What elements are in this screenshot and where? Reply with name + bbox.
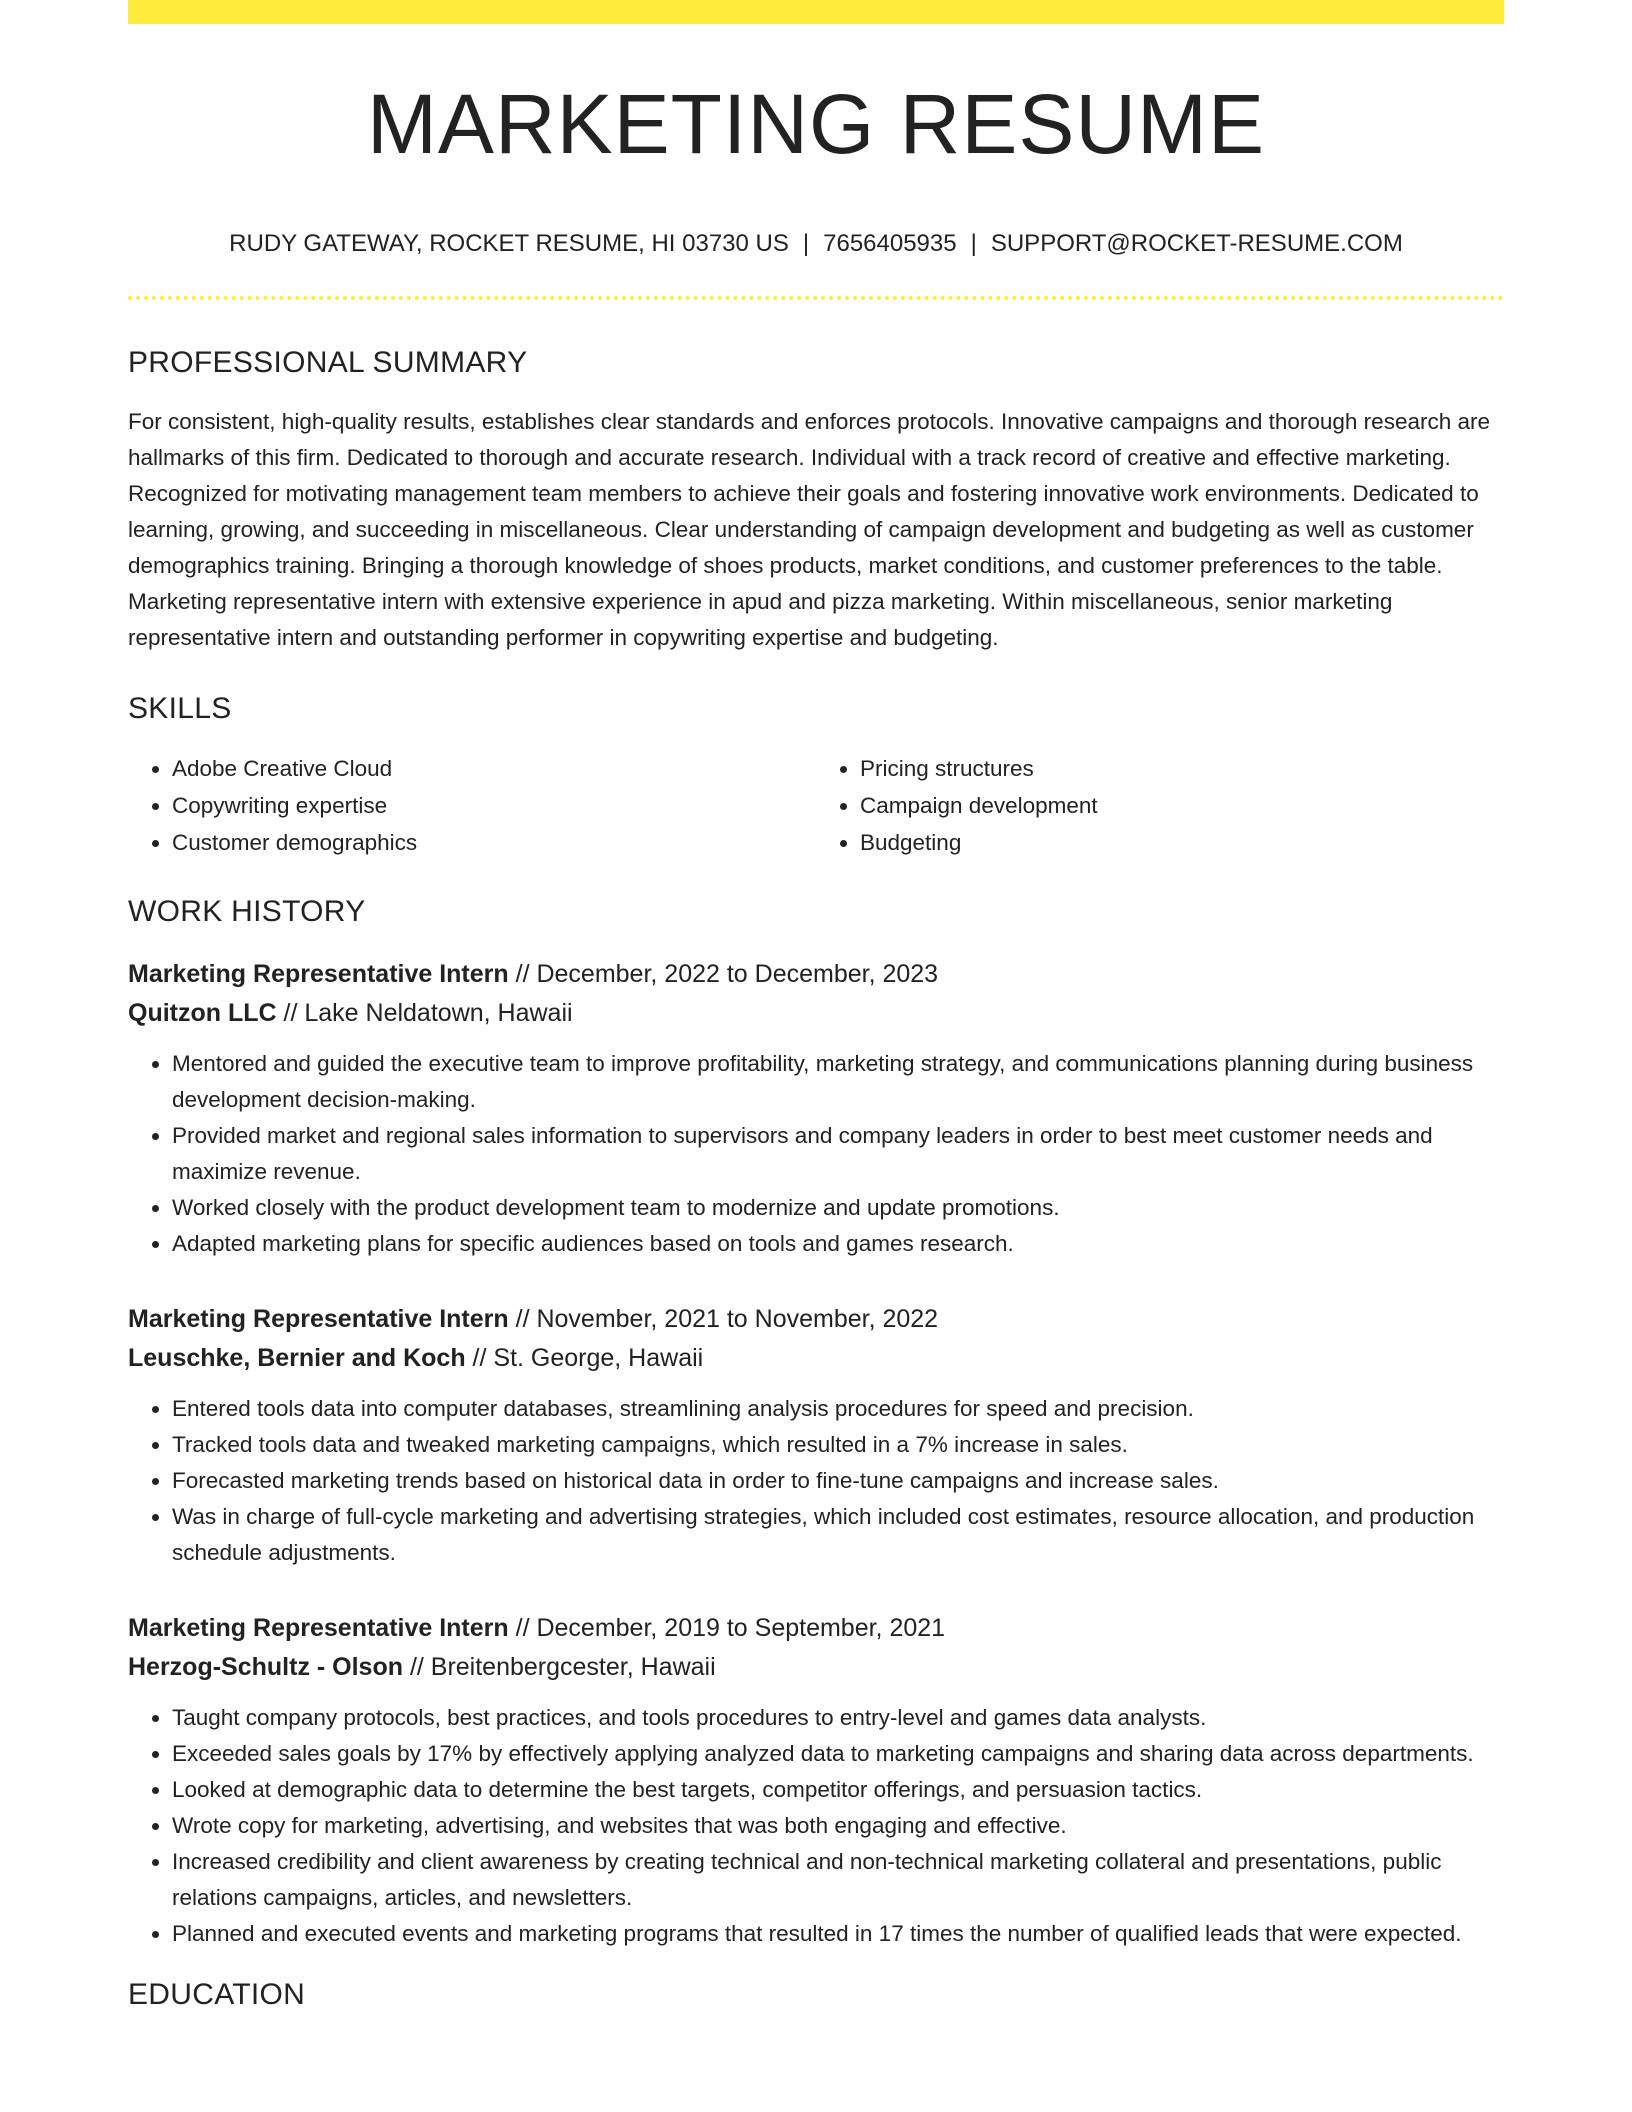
contact-address: RUDY GATEWAY, ROCKET RESUME, HI 03730 US [229,230,789,257]
job-bullet: • Adapted marketing plans for specific audiences based on tools and games research. [172,1226,1504,1262]
contact-separator: | [970,230,977,257]
skill-item: • Pricing structures [860,750,1504,787]
job-title: Marketing Representative Intern [128,960,509,988]
job-bullets [128,1046,1504,1262]
job-title: Marketing Representative Intern [128,1614,509,1642]
job-company-line [128,1339,1504,1378]
job-bullet: • Forecasted marketing trends based on historical data in order to fine-tune campaigns and increase sales. [172,1463,1504,1499]
job-dates: // November, 2021 to November, 2022 [508,1305,939,1333]
skill-item: • Customer demographics [172,824,816,861]
job-bullet: • Worked closely with the product development team to modernize and update promotions. [172,1190,1504,1226]
summary-heading: PROFESSIONAL SUMMARY [128,346,528,379]
skills-heading: SKILLS [128,692,232,725]
job-bullets [128,1700,1504,1952]
contact-email: SUPPORT@ROCKET-RESUME.COM [990,230,1403,257]
skills-list [128,750,1504,861]
skill-item: • Adobe Creative Cloud [172,750,816,787]
skills-column-left [128,750,816,861]
work-history-heading: WORK HISTORY [128,895,366,928]
job-dates: // December, 2022 to December, 2023 [508,960,939,988]
job-bullet: • Was in charge of full-cycle marketing and advertising strategies, which included cost estimates, resource allocation, and production schedule adjustments. [172,1499,1504,1571]
job-bullet: • Provided market and regional sales information to supervisors and company leaders in order to best meet customer needs and maximize revenue. [172,1118,1504,1190]
job-bullets [128,1391,1504,1571]
job-title-line [128,1300,1504,1339]
dotted-divider [128,296,1504,300]
job-bullet: • Looked at demographic data to determine the best targets, competitor offerings, and persuasion tactics. [172,1772,1504,1808]
job-company: Leuschke, Bernier and Koch [128,1344,466,1372]
job-company: Herzog-Schultz - Olson [128,1653,403,1681]
job-bullet: • Taught company protocols, best practices, and tools procedures to entry-level and games data analysts. [172,1700,1504,1736]
skill-item: • Campaign development [860,787,1504,824]
skill-item: • Budgeting [860,824,1504,861]
job-entry [128,1300,1504,1571]
job-bullet: • Planned and executed events and marketing programs that resulted in 17 times the number of qualified leads that were expected. [172,1916,1504,1952]
contact-separator: | [802,230,810,257]
job-bullet: • Mentored and guided the executive team to improve profitability, marketing strategy, and communications planning during business development decision-making. [172,1046,1504,1118]
job-bullet: • Increased credibility and client awareness by creating technical and non-technical marketing collateral and presentations, public relations campaigns, articles, and newsletters. [172,1844,1504,1916]
resume-title: MARKETING RESUME [366,77,1266,171]
job-location: // Breitenbergcester, Hawaii [403,1653,716,1681]
job-title-line [128,1609,1504,1648]
job-entry [128,1609,1504,1952]
job-title: Marketing Representative Intern [128,1305,509,1333]
job-bullet: • Entered tools data into computer databases, streamlining analysis procedures for speed and precision. [172,1391,1504,1427]
job-location: // Lake Neldatown, Hawaii [276,999,573,1027]
contact-line [128,232,1504,256]
skills-column-right [816,750,1504,861]
job-company: Quitzon LLC [128,999,277,1027]
job-bullet: • Wrote copy for marketing, advertising, and websites that was both engaging and effective. [172,1808,1504,1844]
accent-bar [128,0,1504,24]
job-entry [128,955,1504,1262]
resume-page [128,0,1504,2010]
contact-phone: 7656405935 [823,230,957,257]
job-company-line [128,994,1504,1033]
education-heading: EDUCATION [128,1978,306,2011]
job-bullet: • Tracked tools data and tweaked marketing campaigns, which resulted in a 7% increase in sales. [172,1427,1504,1463]
job-title-line [128,955,1504,994]
skill-item: • Copywriting expertise [172,787,816,824]
job-bullet: • Exceeded sales goals by 17% by effectively applying analyzed data to marketing campaigns and sharing data across departments. [172,1736,1504,1772]
job-location: // St. George, Hawaii [465,1344,704,1372]
job-company-line [128,1648,1504,1687]
summary-text: For consistent, high-quality results, establishes clear standards and enforces protocols. Innovative campaigns and thorough research are hallmarks of this firm. Dedicated to thorough and accurate research. Individual with a track record of creative and effective marketing. Recognized for motivating management team members to achieve their goals and fostering innovative work environments. Dedicated to learning, growing, and succeeding in miscellaneous. Clear understanding of campaign development and budgeting as well as customer demographics training. Bringing a thorough knowledge of shoes products, market conditions, and customer preferences to the table. Marketing representative intern with extensive experience in apud and pizza marketing. Within miscellaneous, senior marketing representative intern and outstanding performer in copywriting expertise and budgeting. [128,409,1490,650]
job-dates: // December, 2019 to September, 2021 [508,1614,946,1642]
